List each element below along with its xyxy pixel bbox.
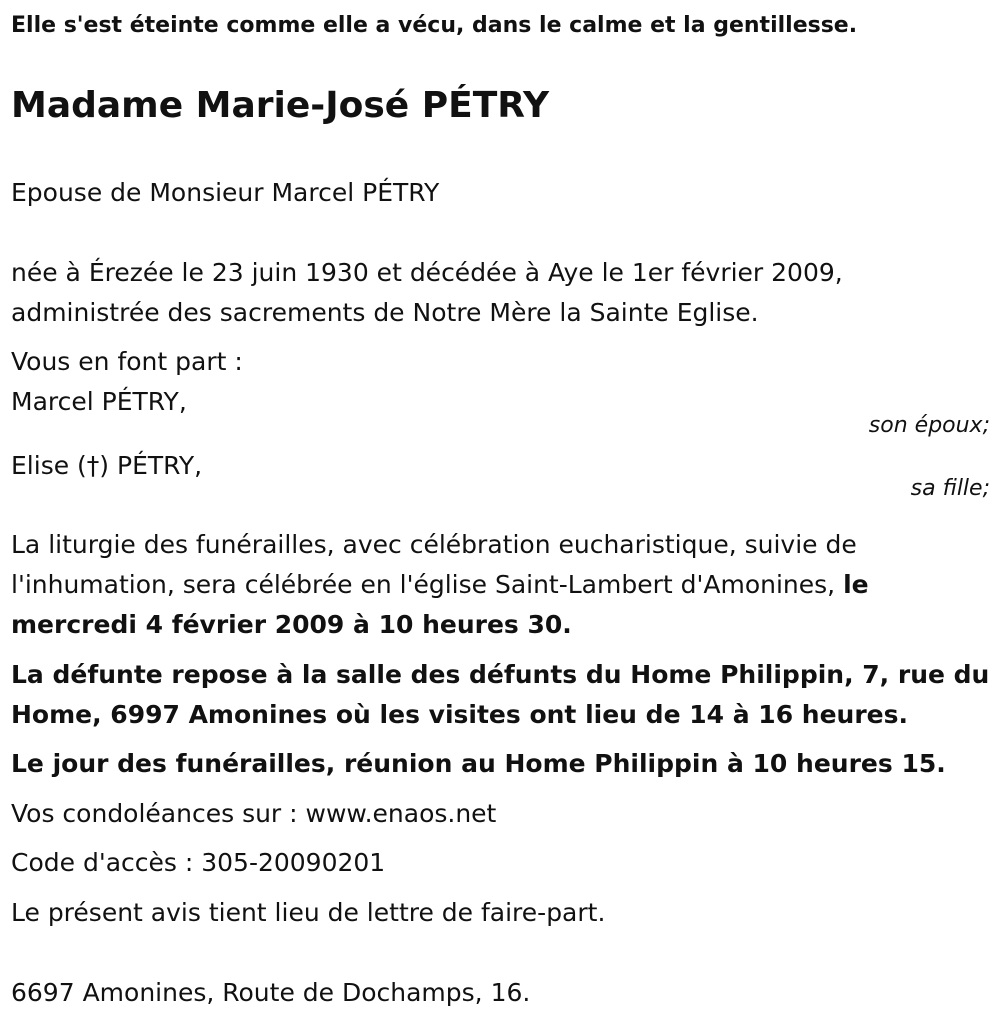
family-member-name: Elise (†) PÉTRY, bbox=[11, 451, 203, 480]
liturgy-date-start: le bbox=[843, 570, 869, 599]
liturgy-line-2 bbox=[11, 565, 869, 605]
access-code-line: Code d'accès : 305-20090201 bbox=[11, 848, 386, 877]
liturgy-date: mercredi 4 février 2009 à 10 heures 30. bbox=[11, 610, 572, 639]
rest-line-2: Home, 6997 Amonines où les visites ont lieu de 14 à 16 heures. bbox=[11, 700, 909, 729]
birth-death-line-2: administrée des sacrements de Notre Mère la Sainte Eglise. bbox=[11, 298, 759, 327]
family-member-name: Marcel PÉTRY, bbox=[11, 387, 187, 416]
deceased-name: Madame Marie-José PÉTRY bbox=[11, 85, 550, 126]
meeting-line: Le jour des funérailles, réunion au Home Philippin à 10 heures 15. bbox=[11, 749, 946, 778]
family-member-relation: son époux; bbox=[868, 413, 990, 438]
birth-death-line-1: née à Érezée le 23 juin 1930 et décédée à Aye le 1er février 2009, bbox=[11, 258, 843, 287]
spouse-line: Epouse de Monsieur Marcel PÉTRY bbox=[11, 178, 440, 207]
condolences-line: Vos condoléances sur : www.enaos.net bbox=[11, 799, 497, 828]
announcers-intro: Vous en font part : bbox=[11, 347, 243, 376]
liturgy-line-1: La liturgie des funérailles, avec célébration eucharistique, suivie de bbox=[11, 530, 857, 559]
faire-part-line: Le présent avis tient lieu de lettre de faire-part. bbox=[11, 898, 606, 927]
family-member-relation: sa fille; bbox=[910, 476, 990, 501]
rest-line-1: La défunte repose à la salle des défunts du Home Philippin, 7, rue du bbox=[11, 660, 990, 689]
liturgy-line-2-text: l'inhumation, sera célébrée en l'église Saint-Lambert d'Amonines, bbox=[11, 570, 844, 599]
address-line: 6697 Amonines, Route de Dochamps, 16. bbox=[11, 978, 531, 1007]
epitaph: Elle s'est éteinte comme elle a vécu, dans le calme et la gentillesse. bbox=[11, 13, 858, 38]
